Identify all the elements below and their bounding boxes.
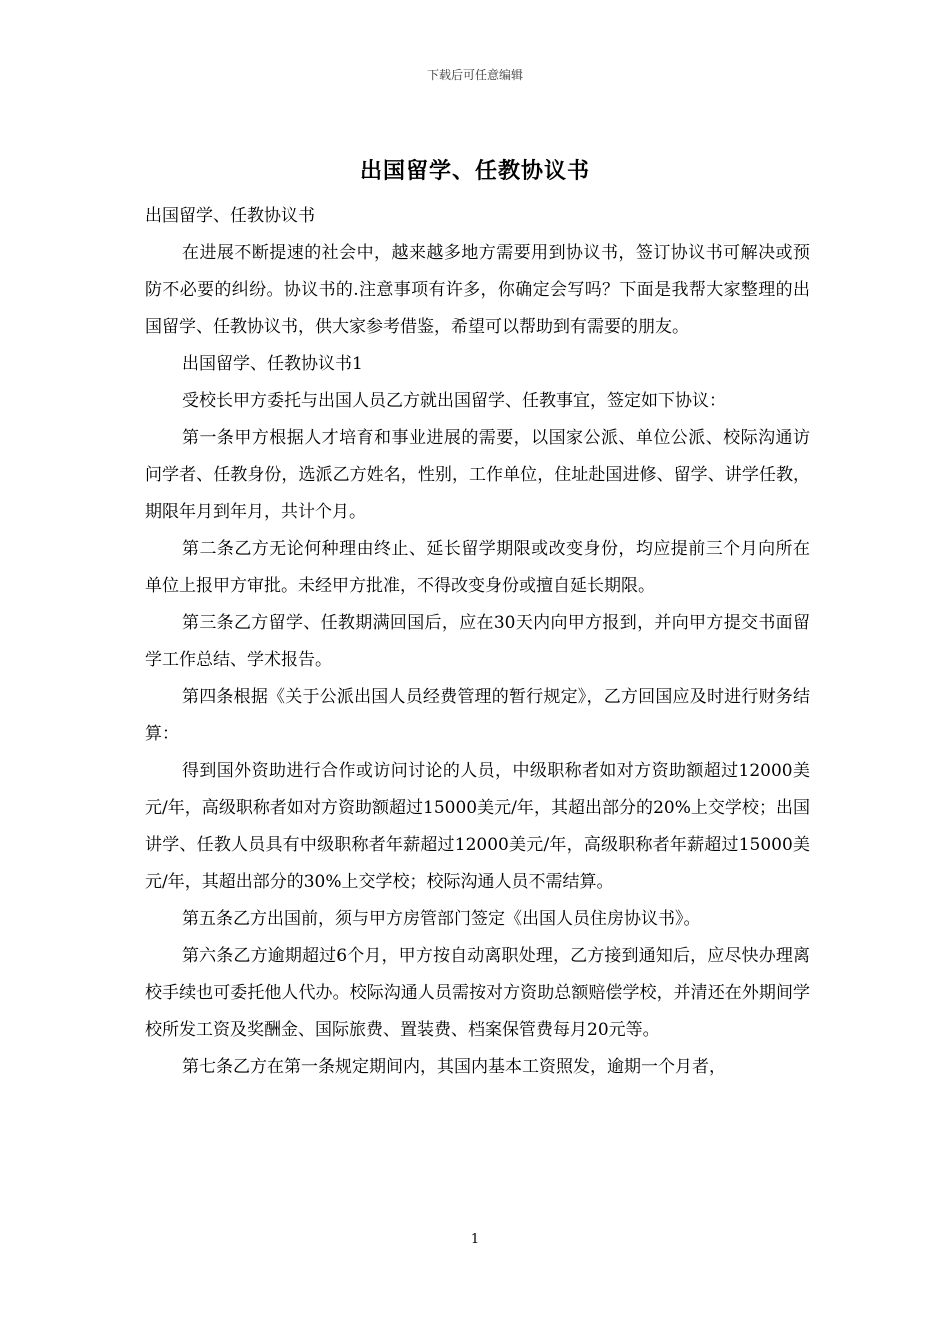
paragraph-article-4-detail: 得到国外资助进行合作或访问讨论的人员，中级职称者如对方资助额超过12000美元/年，高级职称者如对方资助额超过15000美元/年，其超出部分的20%上交学校；出国讲学、任教人员具有中级职称者年薪超过12000美元/年，高级职称者年薪超过15000美元/年，其超出部分的30%上交学校；校际沟通人员不需结算。	[145, 761, 810, 892]
page-header-note: 下载后可任意编辑	[426, 68, 523, 82]
paragraph-article-1: 第一条甲方根据人才培育和事业进展的需要，以国家公派、单位公派、校际沟通访问学者、任教身份，选派乙方姓名，性别，工作单位，住址赴国进修、留学、讲学任教，期限年月到年月，共计个月。	[145, 428, 810, 522]
paragraph-article-5: 第五条乙方出国前，须与甲方房管部门签定《出国人员住房协议书》。	[182, 909, 701, 929]
document-body	[145, 198, 810, 1086]
paragraph-subtitle: 出国留学、任教协议书	[145, 206, 315, 226]
document-title: 出国留学、任教协议书	[359, 158, 590, 184]
paragraph-article-3: 第三条乙方留学、任教期满回国后，应在30天内向甲方报到，并向甲方提交书面留学工作总结、学术报告。	[145, 613, 810, 670]
paragraph-article-7: 第七条乙方在第一条规定期间内，其国内基本工资照发，逾期一个月者，	[182, 1057, 726, 1077]
page-number: 1	[470, 1232, 480, 1247]
paragraph-preamble: 受校长甲方委托与出国人员乙方就出国留学、任教事宜，签定如下协议：	[182, 391, 726, 411]
paragraph-article-6: 第六条乙方逾期超过6个月，甲方按自动离职处理，乙方接到通知后，应尽快办理离校手续也可委托他人代办。校际沟通人员需按对方资助总额赔偿学校，并清还在外期间学校所发工资及奖酬金、国际旅费、置装费、档案保管费每月20元等。	[145, 946, 810, 1040]
paragraph-section-heading: 出国留学、任教协议书1	[182, 354, 363, 374]
paragraph-article-2: 第二条乙方无论何种理由终止、延长留学期限或改变身份，均应提前三个月向所在单位上报甲方审批。未经甲方批准，不得改变身份或擅自延长期限。	[145, 539, 810, 596]
paragraph-intro: 在进展不断提速的社会中，越来越多地方需要用到协议书，签订协议书可解决或预防不必要的纠纷。协议书的.注意事项有许多，你确定会写吗？下面是我帮大家整理的出国留学、任教协议书，供大家参考借鉴，希望可以帮助到有需要的朋友。	[145, 243, 810, 337]
paragraph-article-4: 第四条根据《关于公派出国人员经费管理的暂行规定》，乙方回国应及时进行财务结算：	[145, 687, 810, 744]
